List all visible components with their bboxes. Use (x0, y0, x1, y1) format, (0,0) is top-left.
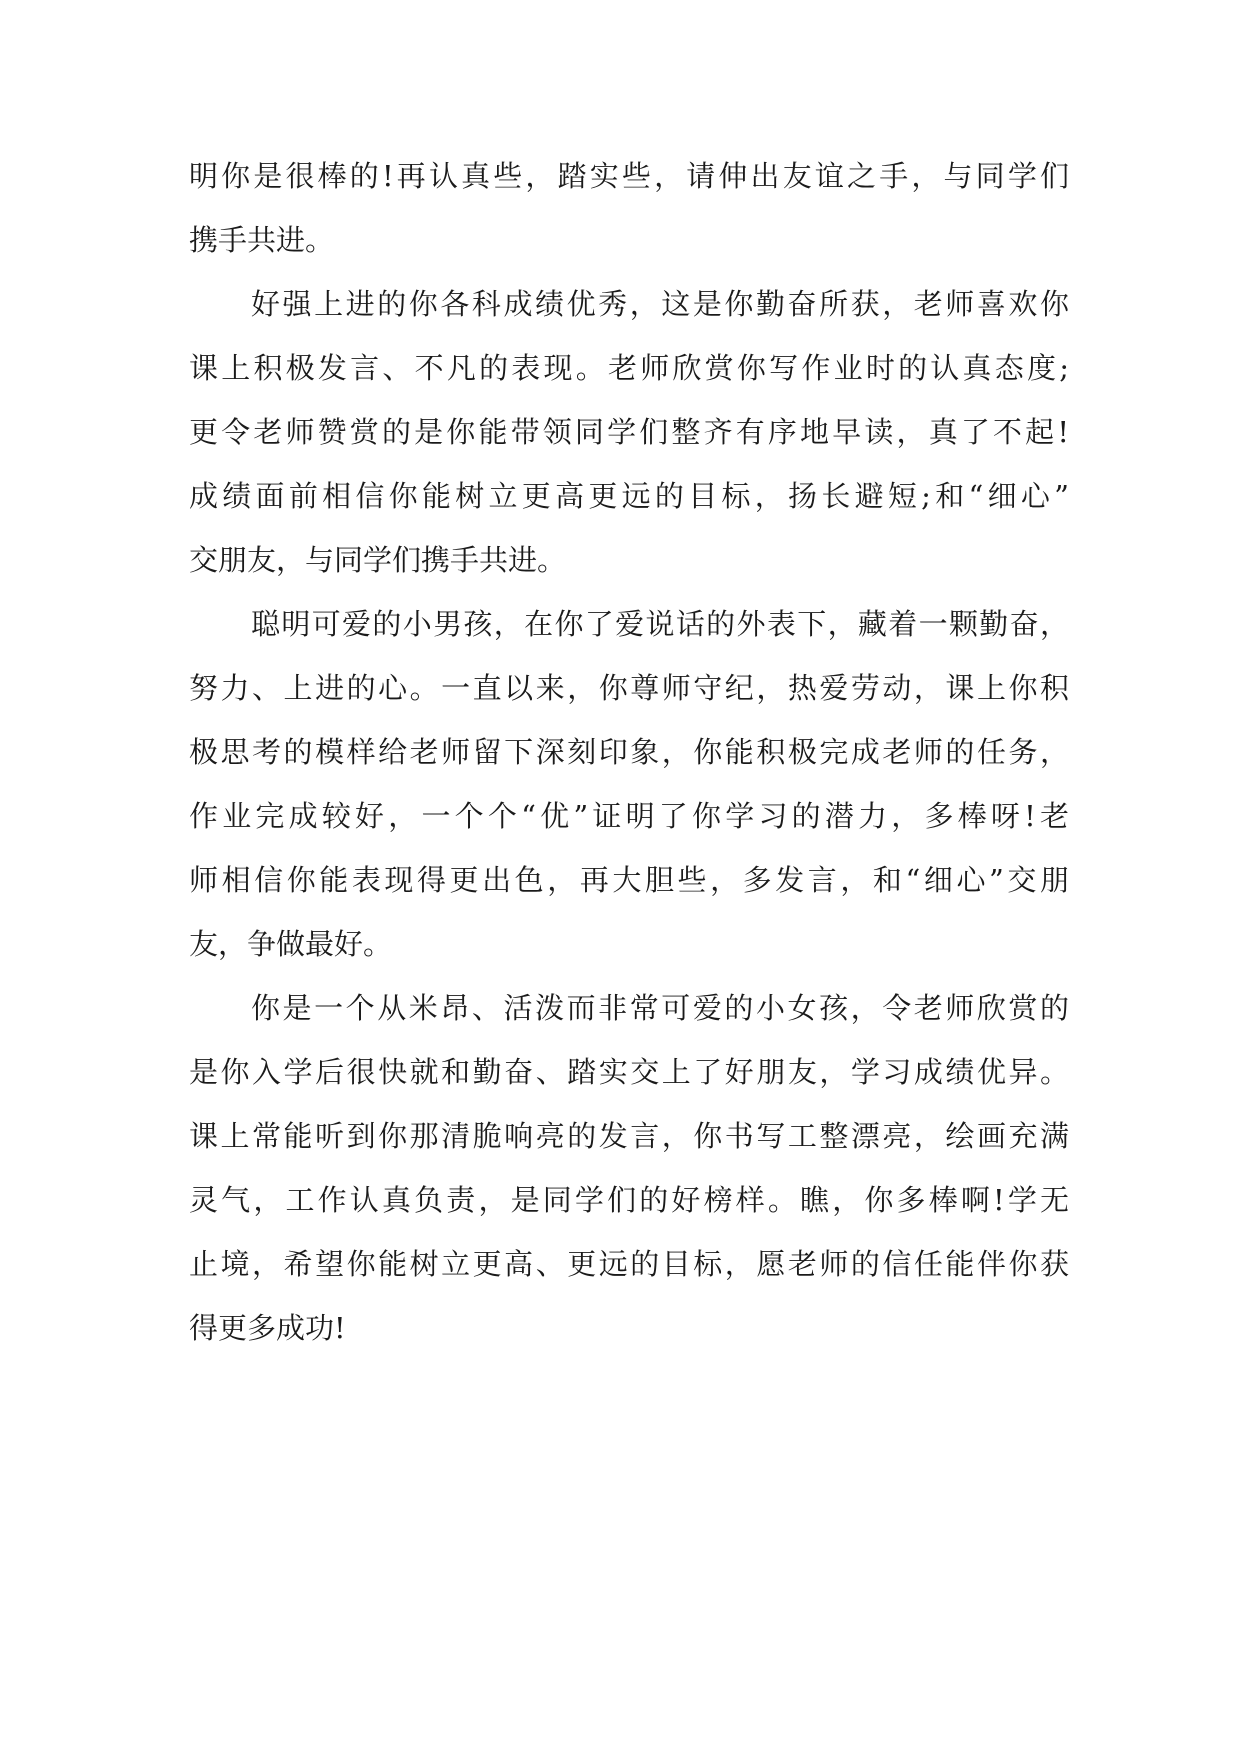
paragraph-3-line-5: 师相信你能表现得更出色，再大胆些，多发言，和“细心”交朋 (189, 863, 1069, 897)
paragraph-1-line-2: 携手共进。 (189, 223, 335, 257)
paragraph-2-line-3: 更令老师赞赏的是你能带领同学们整齐有序地早读，真了不起! (189, 415, 1069, 449)
paragraph-1-line-1: 明你是很棒的!再认真些，踏实些，请伸出友谊之手，与同学们 (189, 159, 1069, 193)
paragraph-2-line-5: 交朋友，与同学们携手共进。 (189, 543, 567, 577)
paragraph-3-line-3: 极思考的模样给老师留下深刻印象，你能积极完成老师的任务， (189, 735, 1069, 769)
paragraph-3-line-2: 努力、上进的心。一直以来，你尊师守纪，热爱劳动，课上你积 (189, 671, 1069, 705)
paragraph-3-line-6: 友，争做最好。 (189, 927, 393, 961)
paragraph-4-line-5: 止境，希望你能树立更高、更远的目标，愿老师的信任能伴你获 (189, 1247, 1069, 1281)
paragraph-3-line-1: 聪明可爱的小男孩，在你了爱说话的外表下，藏着一颗勤奋， (251, 607, 1069, 641)
paragraph-4-line-6: 得更多成功! (189, 1311, 346, 1345)
paragraph-3-line-4: 作业完成较好，一个个“优”证明了你学习的潜力，多棒呀!老 (189, 799, 1069, 833)
paragraph-4-line-1: 你是一个从米昂、活泼而非常可爱的小女孩，令老师欣赏的 (251, 991, 1069, 1025)
paragraph-4-line-2: 是你入学后很快就和勤奋、踏实交上了好朋友，学习成绩优异。 (189, 1055, 1069, 1089)
paragraph-2-line-2: 课上积极发言、不凡的表现。老师欣赏你写作业时的认真态度; (189, 351, 1069, 385)
paragraph-2-line-1: 好强上进的你各科成绩优秀，这是你勤奋所获，老师喜欢你 (251, 287, 1069, 321)
paragraph-2-line-4: 成绩面前相信你能树立更高更远的目标，扬长避短;和“细心” (189, 479, 1069, 513)
paragraph-4-line-4: 灵气，工作认真负责，是同学们的好榜样。瞧，你多棒啊!学无 (189, 1183, 1069, 1217)
paragraph-4-line-3: 课上常能听到你那清脆响亮的发言，你书写工整漂亮，绘画充满 (189, 1119, 1069, 1153)
document-body (189, 156, 1069, 1372)
